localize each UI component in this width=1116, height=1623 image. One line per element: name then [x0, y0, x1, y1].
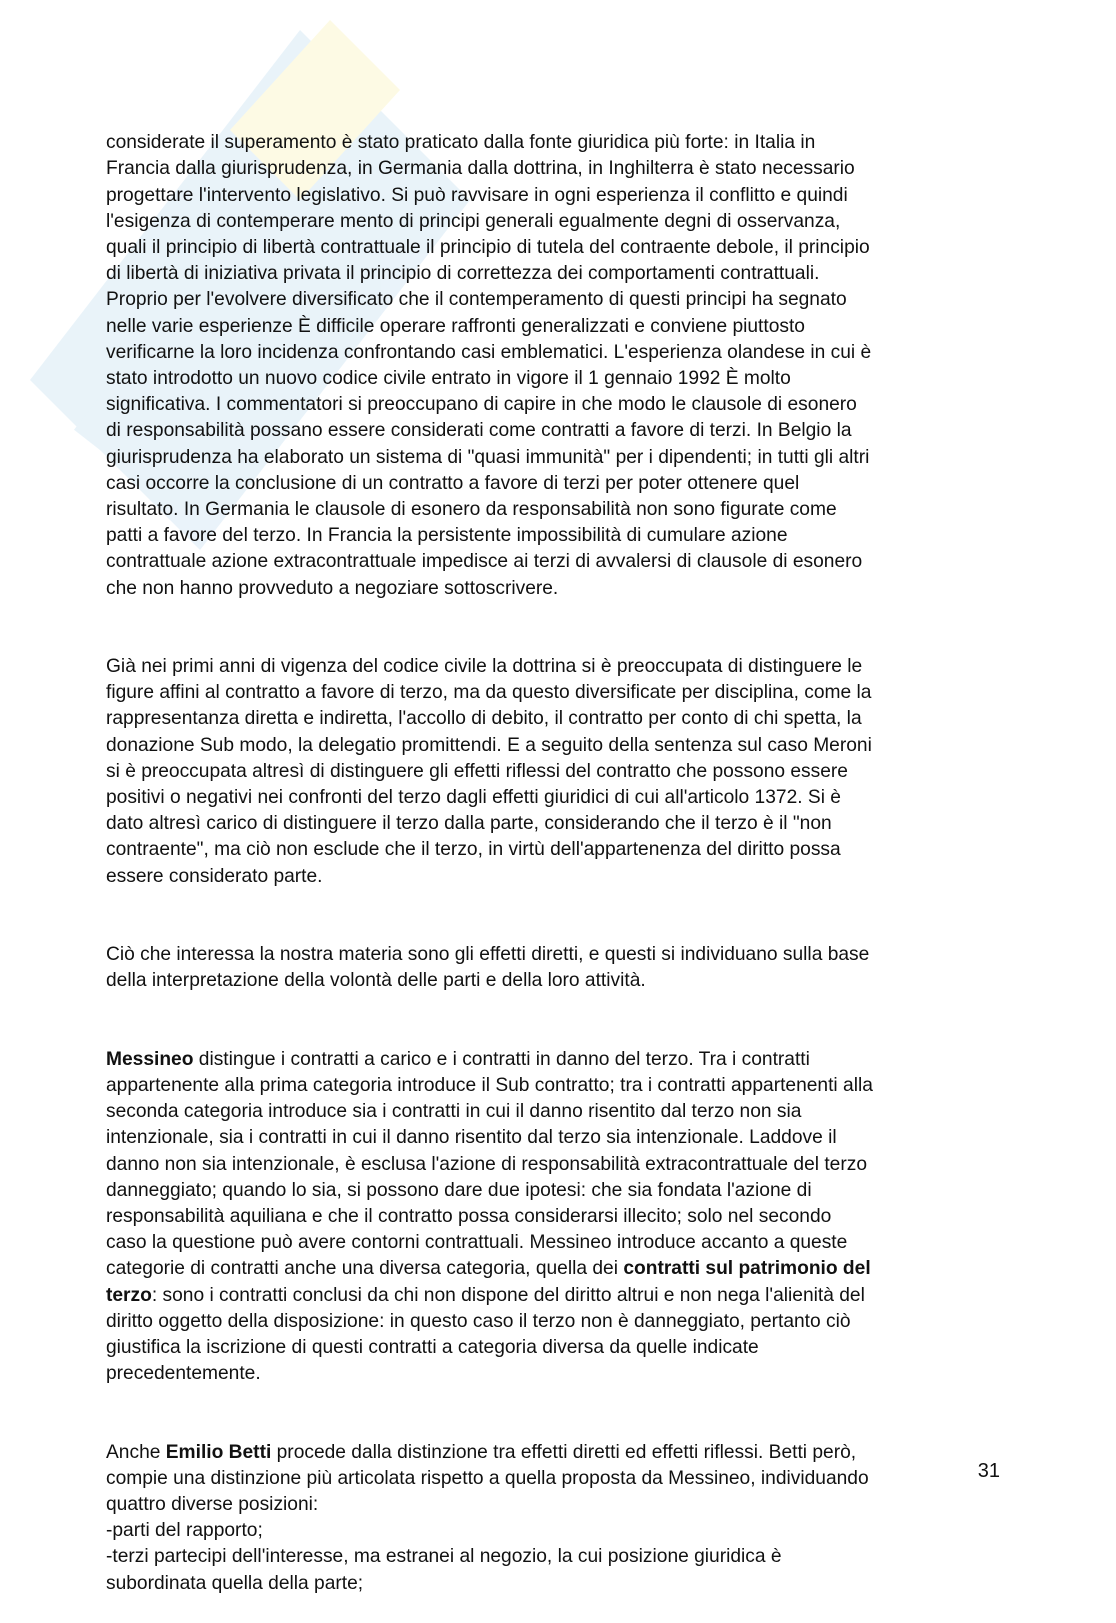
text-span: considerate il superamento è stato praticato dalla fonte giuridica più forte: in Italia in Francia dalla giurisprudenza, in Germania dalla dottrina, in Inghilterra è stato necessario progettare l'intervento legislativo. Si può ravvisare in ogni esperienza il conflitto e quindi l'esigenza di contemperare mento di principi generali egualmente degni di osservanza, quali il principio di libertà contrattuale il principio di tutela del contraente debole, il principio di libertà di iniziativa privata il principio di correttezza dei comportamenti contrattuali. Proprio per l'evolvere diversificato che il contemperamento di questi principi ha segnato nelle varie esperienze È difficile operare raffronti generalizzati e conviene piuttosto verificarne la loro incidenza confrontando casi emblematici. L'esperienza olandese in cui è stato introdotto un nuovo codice civile entrato in vigore il 1 gennaio 1992 È molto significativa. I commentatori si preoccupano di capire in che modo le clausole di esonero di responsabilità possano essere considerati come contratti a favore di terzi. In Belgio la giurisprudenza ha elaborato un sistema di "quasi immunità" per i dipendenti; in tutti gli altri casi occorre la conclusione di un contratto a favore di terzi per poter ottenere quel risultato. In Germania le clausole di esonero da responsabilità non sono figurate come patti a favore del terzo. In Francia la persistente impossibilità di cumulare azione contrattuale azione extracontrattuale impedisce ai terzi di avvalersi di clausole di esonero che non hanno provveduto a negoziare sottoscrivere. — [106, 132, 872, 599]
text-span: Ciò che interessa la nostra materia sono gli effetti diretti, e questi si individuano sulla base della interpretazione della volontà delle parti e della loro attività. — [106, 944, 870, 992]
text-span: procede dalla distinzione tra effetti diretti ed effetti riflessi. Betti però, compie una distinzione più articolata rispetto a quella proposta da Messineo, individuando quattro diverse posizioni: -parti del rapporto; -terzi partecipi dell'interesse, ma estranei al negozio, la cui posizione giuridica è subordinata quella della parte; — [106, 1441, 869, 1594]
text-span: distingue i contratti a carico e i contratti in danno del terzo. Tra i contratti appartenente alla prima categoria introduce il Sub contratto; tra i contratti appartenenti alla seconda categoria introduce sia i contratti in cui il danno risentito dal terzo non sia intenzionale, sia i contratti in cui il danno risentito dal terzo sia intenzionale. Laddove il danno non sia intenzionale, è esclusa l'azione di responsabilità extracontrattuale del terzo danneggiato; quando lo sia, si possono dare due ipotesi: che sia fondata l'azione di responsabilità aquiliana e che il contratto possa considerarsi illecito; solo nel secondo caso la questione può avere contorni contrattuali. Messineo introduce accanto a queste categorie di contratti anche una diversa categoria, quella dei — [106, 1048, 873, 1280]
text-span: Già nei primi anni di vigenza del codice civile la dottrina si è preoccupata di distinguere le figure affini al contratto a favore di terzo, ma da questo diversificate per disciplina, come la rappresentanza diretta e indiretta, l'accollo di debito, il contratto per conto di chi spetta, la donazione Sub modo, la delegatio promittendi. E a seguito della sentenza sul caso Meroni si è preoccupata altresì di distinguere gli effetti riflessi del contratto che possono essere positivi o negativi nei confronti del terzo dagli effetti giuridici di cui all'articolo 1372. Si è dato altresì carico di distinguere il terzo dalla parte, considerando che il terzo è il "non contraente", ma ciò non esclude che il terzo, in virtù dell'appartenenza del diritto possa essere considerato parte. — [106, 656, 872, 887]
text-span: Anche — [106, 1441, 166, 1463]
bold-term: contratti sul patrimonio del terzo — [106, 1258, 871, 1306]
text-span: : sono i contratti conclusi da chi non dispone del diritto altrui e non nega l'alienità del diritto oggetto della disposizione: in questo caso il terzo non è danneggiato, pertanto ciò giustifica la iscrizione di questi contratti a categoria diversa da quelle indicate precedentemente. — [106, 1284, 865, 1385]
bold-author-name: Emilio Betti — [165, 1441, 272, 1463]
paragraph — [106, 628, 1006, 890]
paragraph — [106, 1021, 1006, 1388]
bold-author-name: Messineo — [106, 1048, 194, 1070]
document-page — [106, 104, 1006, 1623]
paragraph — [106, 916, 1006, 995]
paragraph — [106, 104, 1006, 602]
page-number: 31 — [977, 1460, 1000, 1482]
paragraph — [106, 1413, 1006, 1596]
